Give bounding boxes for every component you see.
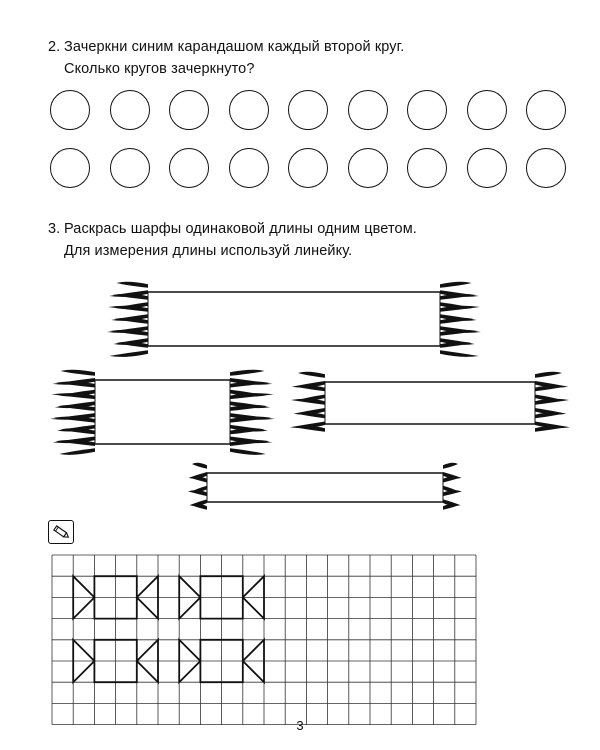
task-2-line-2: Сколько кругов зачеркнуто? xyxy=(64,61,255,77)
task-3-line-2: Для измерения длины используй линейку. xyxy=(64,243,353,259)
task-3-number: 3. xyxy=(48,221,61,237)
task-3-line-1: Раскрась шарфы одинаковой длины одним цветом. xyxy=(64,221,417,237)
task-2-number: 2. xyxy=(48,39,61,55)
task-2-line-1: Зачеркни синим карандашом каждый второй круг. xyxy=(64,39,405,55)
page-number: 3 xyxy=(296,718,304,733)
